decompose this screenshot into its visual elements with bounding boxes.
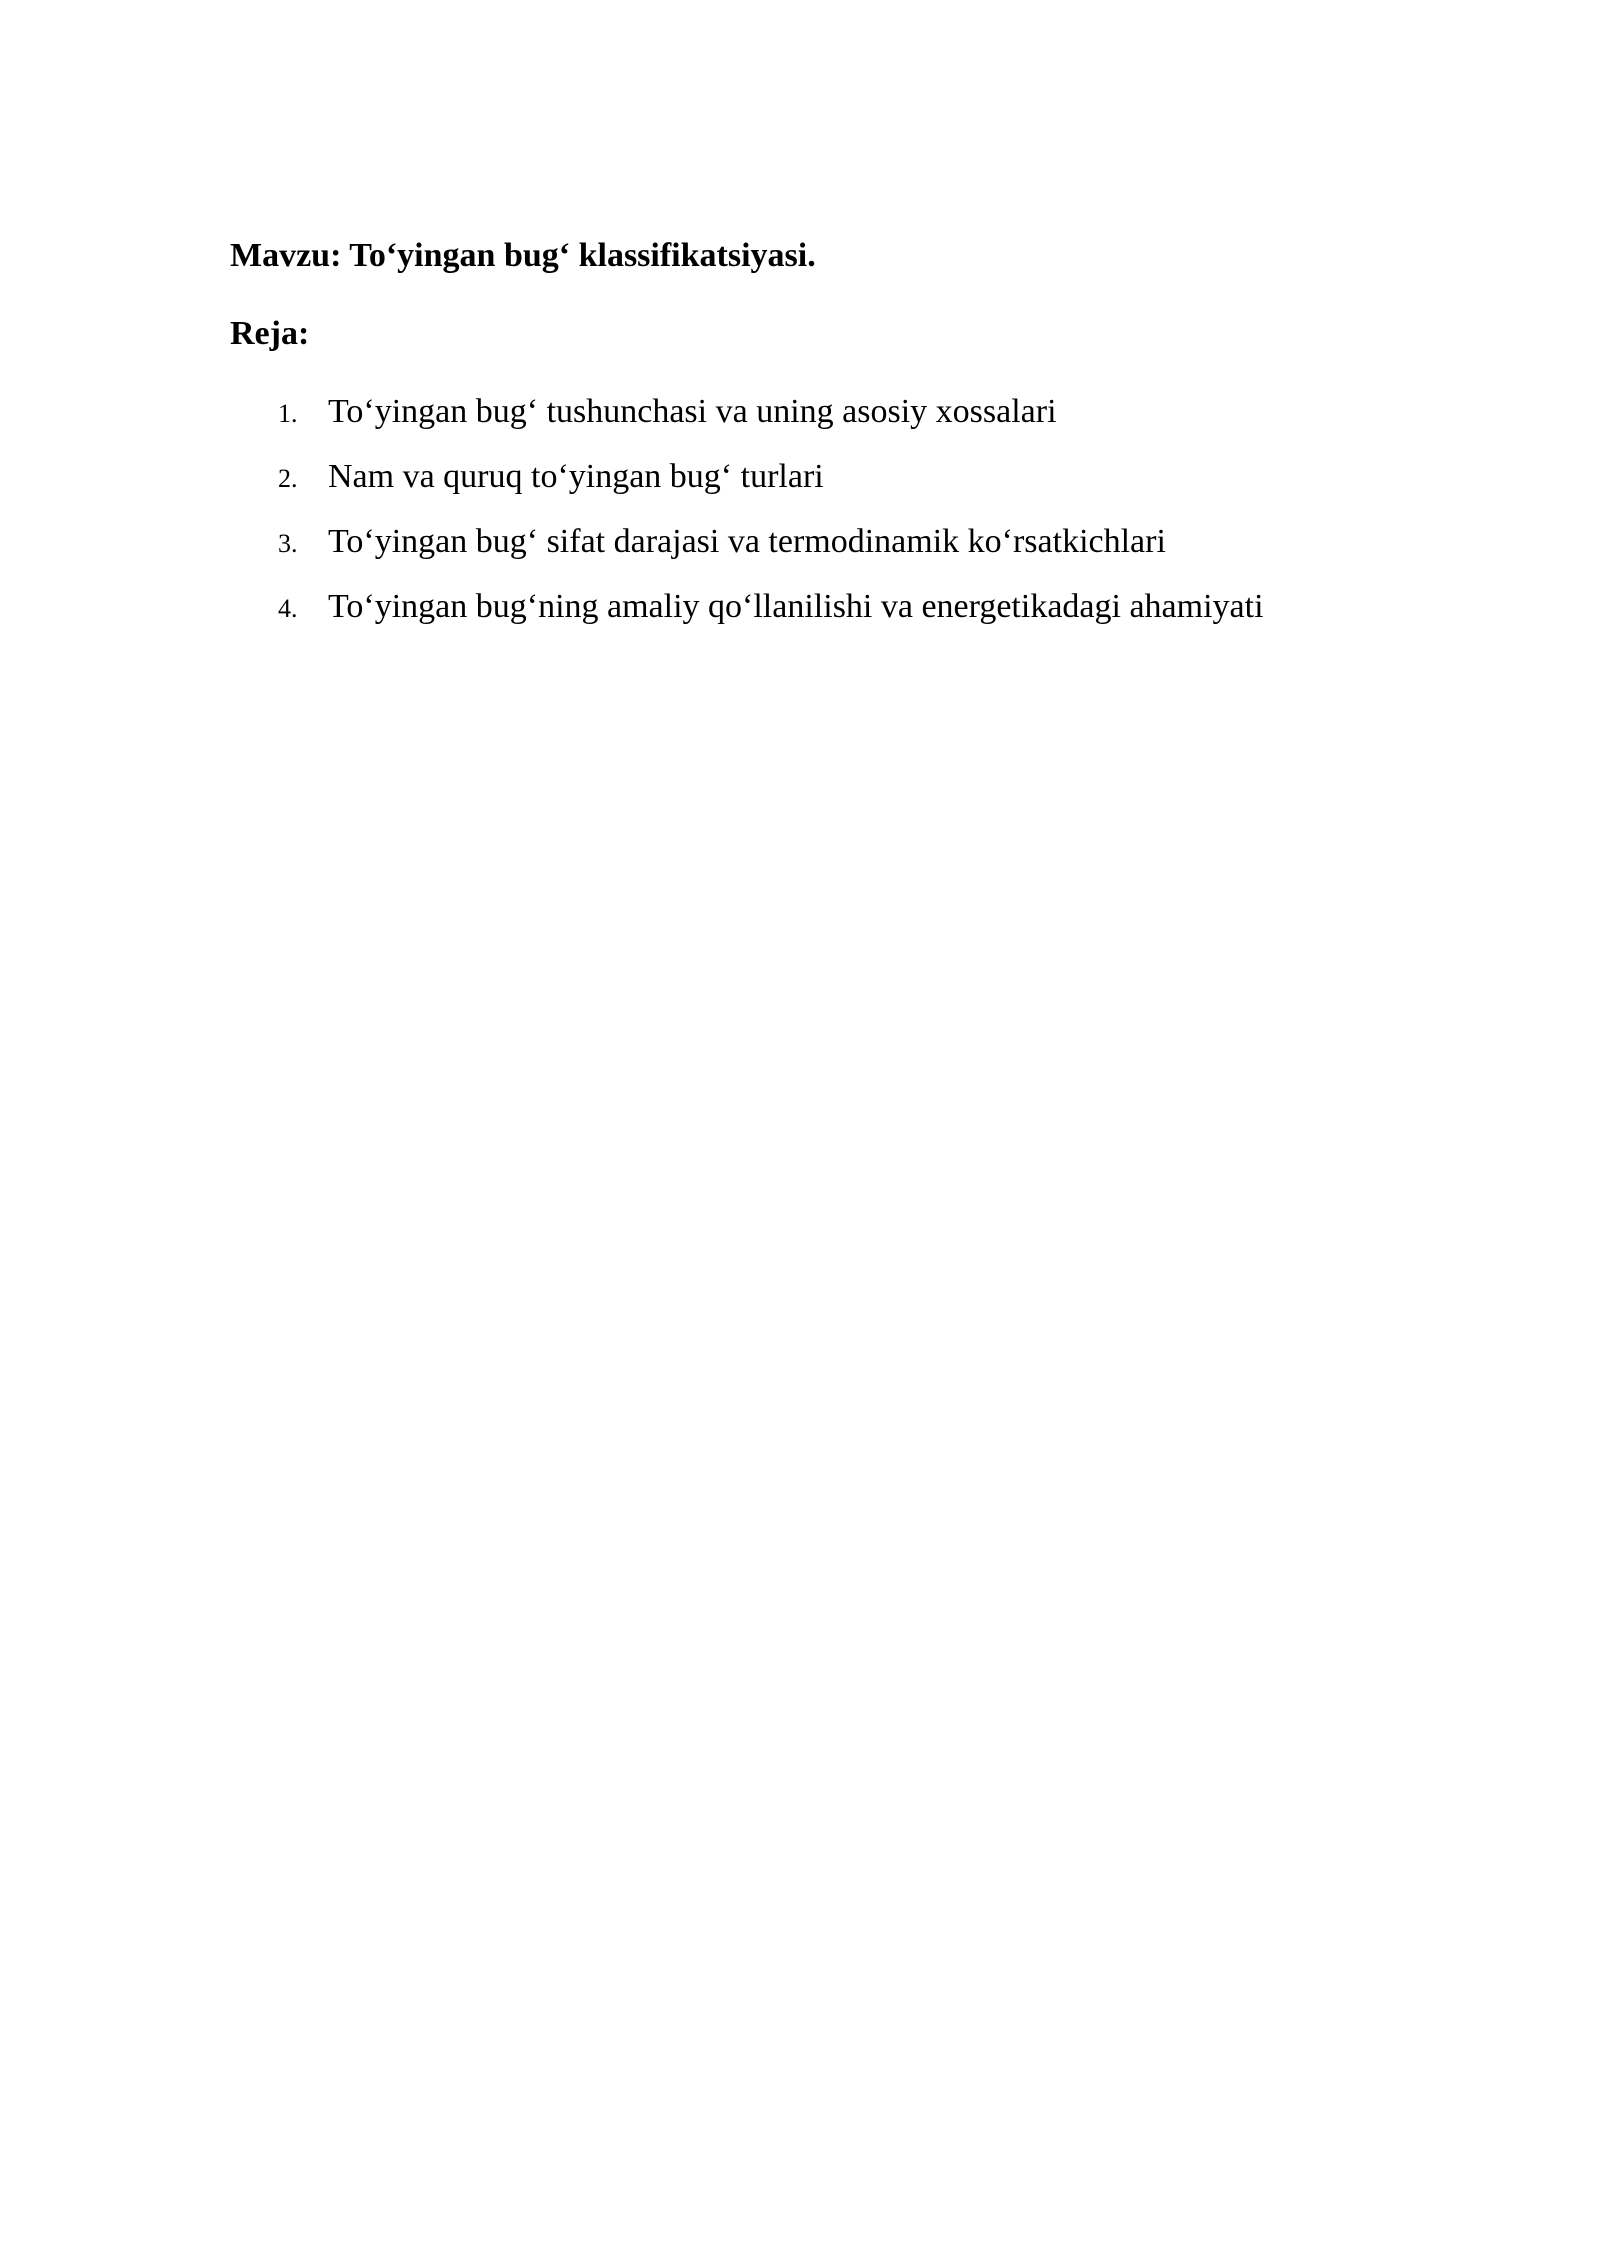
list-item-text: To‘yingan bug‘ tushunchasi va uning asosiy xossalari: [328, 393, 1057, 430]
list-item-number: 4.: [278, 594, 298, 623]
list-item-text: To‘yingan bug‘ning amaliy qo‘llanilishi va energetikadagi ahamiyati: [328, 588, 1264, 625]
list-item-number: 3.: [278, 529, 298, 558]
topic-title: Mavzu: To‘yingan bug‘ klassifikatsiyasi.: [230, 237, 816, 274]
list-item-text: To‘yingan bug‘ sifat darajasi va termodinamik ko‘rsatkichlari: [328, 523, 1166, 560]
plan-heading: Reja:: [230, 315, 310, 352]
list-item-text: Nam va quruq to‘yingan bug‘ turlari: [328, 458, 824, 495]
list-item-number: 1.: [278, 399, 298, 428]
list-item-number: 2.: [278, 464, 298, 493]
